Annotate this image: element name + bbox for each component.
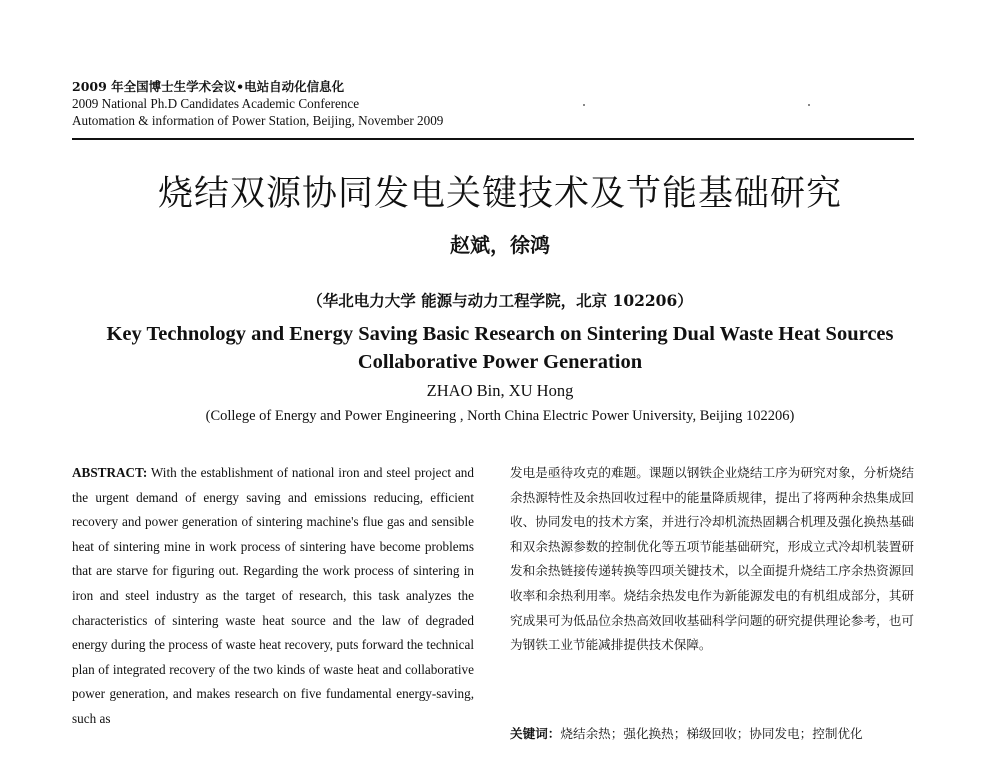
abstract-cn-text: 发电是亟待攻克的难题。课题以钢铁企业烧结工序为研究对象，分析烧结余热源特性及余热回收过程中的能量降质规律，提出了将两种余热集成回收、协同发电的技术方案，并进行冷却机流热固耦合机理及强化换热基础和双余热源参数的控制优化等五项节能基础研究，形成立式冷却机装置研发和余热链接传递转换等四项关键技术，以全面提升烧结工序余热资源回收率和余热利用率。烧结余热发电作为新能源发电的有机组成部分，其研究成果可为低品位余热高效回收基础科学问题的研究提供理论参考，也可为钢铁工业节能减排提供技术保障。 xyxy=(510,465,914,653)
keywords-label: 关键词： xyxy=(510,726,561,741)
abstract-en xyxy=(72,461,474,732)
keywords-text: 烧结余热；强化换热；梯级回收；协同发电；控制优化 xyxy=(560,726,863,741)
abstract-text: With the establishment of national iron and steel project and the urgent demand of energy saving and emissions reducing, efficient recovery and power generation of sintering machine's flue gas and sensible heat of sintering mine in work process of sintering have become problems that are starve for figuring out. Regarding the work process of sintering in iron and steel industry as the target of research, this task analyzes the characteristics of sintering waste heat source and the law of degraded energy during the process of waste heat recovery, puts forward the technical plan of integrated recovery of the two kinds of waste heat and collaborative power generation, and makes research on five fundamental energy-saving, such as xyxy=(72,465,474,726)
abstract-cn-continued xyxy=(510,461,914,658)
keywords-cn xyxy=(510,722,914,746)
scan-speck xyxy=(583,104,585,106)
affiliation-en: (College of Energy and Power Engineering , North China Electric Power University, Beijing 102206) xyxy=(205,408,795,424)
authors-cn: 赵斌，徐鸿 xyxy=(450,233,550,257)
header-rule xyxy=(72,138,914,140)
conference-header xyxy=(72,78,914,129)
abstract-label: ABSTRACT: xyxy=(72,465,148,480)
paper-title-en: Key Technology and Energy Saving Basic Research on Sintering Dual Waste Heat Sources Collaborative Power Generation xyxy=(106,323,894,373)
affiliation-cn: （华北电力大学 能源与动力工程学院，北京 102206） xyxy=(307,291,693,310)
conference-subtitle: Automation & information of Power Station, Beijing, November 2009 xyxy=(72,113,444,128)
scan-speck xyxy=(808,104,810,106)
paper-title-cn: 烧结双源协同发电关键技术及节能基础研究 xyxy=(157,174,842,214)
conference-name-cn: 2009 年全国博士生学术会议•电站自动化信息化 xyxy=(72,79,345,94)
conference-name-en: 2009 National Ph.D Candidates Academic Conference xyxy=(72,96,360,111)
authors-en: ZHAO Bin, XU Hong xyxy=(426,381,574,400)
